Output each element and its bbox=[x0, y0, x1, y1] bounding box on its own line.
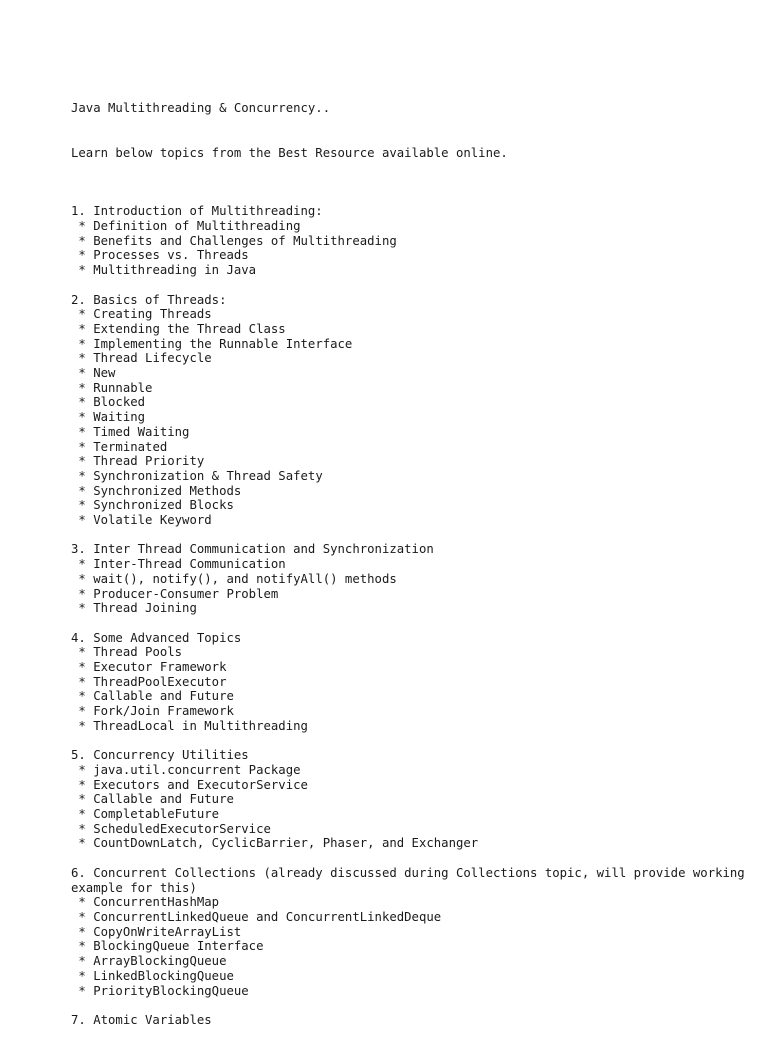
topic-section bbox=[71, 293, 751, 528]
topic-item: * Terminated bbox=[71, 439, 168, 454]
topic-item: * ThreadPoolExecutor bbox=[71, 674, 227, 689]
topic-item: * Fork/Join Framework bbox=[71, 704, 234, 719]
topic-item: * Thread Priority bbox=[71, 454, 205, 469]
topic-item: * Timed Waiting bbox=[71, 424, 190, 439]
section-heading: 2. Basics of Threads: bbox=[71, 292, 227, 307]
topic-item: * CopyOnWriteArrayList bbox=[71, 924, 242, 939]
document-title: Java Multithreading & Concurrency.. bbox=[71, 101, 331, 116]
section-heading: 1. Introduction of Multithreading: bbox=[71, 204, 323, 219]
topic-item: * ThreadLocal in Multithreading bbox=[71, 718, 308, 733]
section-spacer bbox=[71, 278, 751, 293]
topic-item: * LinkedBlockingQueue bbox=[71, 968, 234, 983]
topic-item: * Thread Pools bbox=[71, 645, 183, 660]
section-heading: 4. Some Advanced Topics bbox=[71, 630, 242, 645]
topic-section bbox=[71, 204, 751, 278]
topic-item: * Synchronized Blocks bbox=[71, 498, 234, 513]
section-spacer bbox=[71, 734, 751, 749]
topic-item: * Volatile Keyword bbox=[71, 513, 212, 528]
topic-section bbox=[71, 542, 751, 616]
topic-item: * Extending the Thread Class bbox=[71, 321, 286, 336]
section-heading: 3. Inter Thread Communication and Synchronization bbox=[71, 542, 434, 557]
section-spacer bbox=[71, 528, 751, 543]
topic-item: * Executors and ExecutorService bbox=[71, 777, 308, 792]
topic-item: * New bbox=[71, 366, 116, 381]
topic-item: * Blocked bbox=[71, 395, 146, 410]
topic-section bbox=[71, 866, 751, 998]
topic-item: * Thread Lifecycle bbox=[71, 351, 212, 366]
topic-section bbox=[71, 748, 751, 851]
topic-item: * java.util.concurrent Package bbox=[71, 762, 301, 777]
section-spacer bbox=[71, 998, 751, 1013]
topic-item: * Synchronized Methods bbox=[71, 483, 242, 498]
topic-item: * Processes vs. Threads bbox=[71, 248, 249, 263]
topic-item: * Multithreading in Java bbox=[71, 263, 257, 278]
topic-item: * Waiting bbox=[71, 410, 146, 425]
section-heading: 7. Atomic Variables bbox=[71, 1012, 212, 1027]
section-heading: 5. Concurrency Utilities bbox=[71, 748, 249, 763]
topic-section bbox=[71, 631, 751, 734]
topic-sections bbox=[71, 190, 751, 1028]
topic-item: * Benefits and Challenges of Multithreading bbox=[71, 233, 397, 248]
topic-item: * Synchronization & Thread Safety bbox=[71, 468, 323, 483]
topic-section bbox=[71, 1013, 751, 1028]
topic-item: * CountDownLatch, CyclicBarrier, Phaser, and Exchanger bbox=[71, 836, 479, 851]
section-spacer bbox=[71, 190, 751, 205]
document-subtitle: Learn below topics from the Best Resource available online. bbox=[71, 145, 508, 160]
topic-item: * PriorityBlockingQueue bbox=[71, 983, 249, 998]
section-spacer bbox=[71, 616, 751, 631]
topic-item: * Runnable bbox=[71, 380, 153, 395]
section-spacer bbox=[71, 851, 751, 866]
section-heading: 6. Concurrent Collections (already discussed during Collections topic, will provide working example for this) bbox=[71, 865, 753, 895]
topic-item: * Callable and Future bbox=[71, 689, 234, 704]
topic-item: * Callable and Future bbox=[71, 792, 234, 807]
topic-item: * Producer-Consumer Problem bbox=[71, 586, 279, 601]
topic-item: * Executor Framework bbox=[71, 660, 227, 675]
topic-item: * Implementing the Runnable Interface bbox=[71, 336, 353, 351]
document-body bbox=[71, 72, 751, 1042]
topic-item: * Thread Joining bbox=[71, 601, 197, 616]
topic-item: * Inter-Thread Communication bbox=[71, 557, 286, 572]
topic-item: * ConcurrentLinkedQueue and ConcurrentLinkedDeque bbox=[71, 909, 442, 924]
topic-item: * Definition of Multithreading bbox=[71, 219, 301, 234]
topic-item: * BlockingQueue Interface bbox=[71, 939, 264, 954]
topic-item: * CompletableFuture bbox=[71, 807, 220, 822]
topic-item: * wait(), notify(), and notifyAll() methods bbox=[71, 571, 397, 586]
topic-item: * ArrayBlockingQueue bbox=[71, 954, 227, 969]
topic-item: * ScheduledExecutorService bbox=[71, 821, 271, 836]
topic-item: * Creating Threads bbox=[71, 307, 212, 322]
topic-item: * ConcurrentHashMap bbox=[71, 895, 220, 910]
